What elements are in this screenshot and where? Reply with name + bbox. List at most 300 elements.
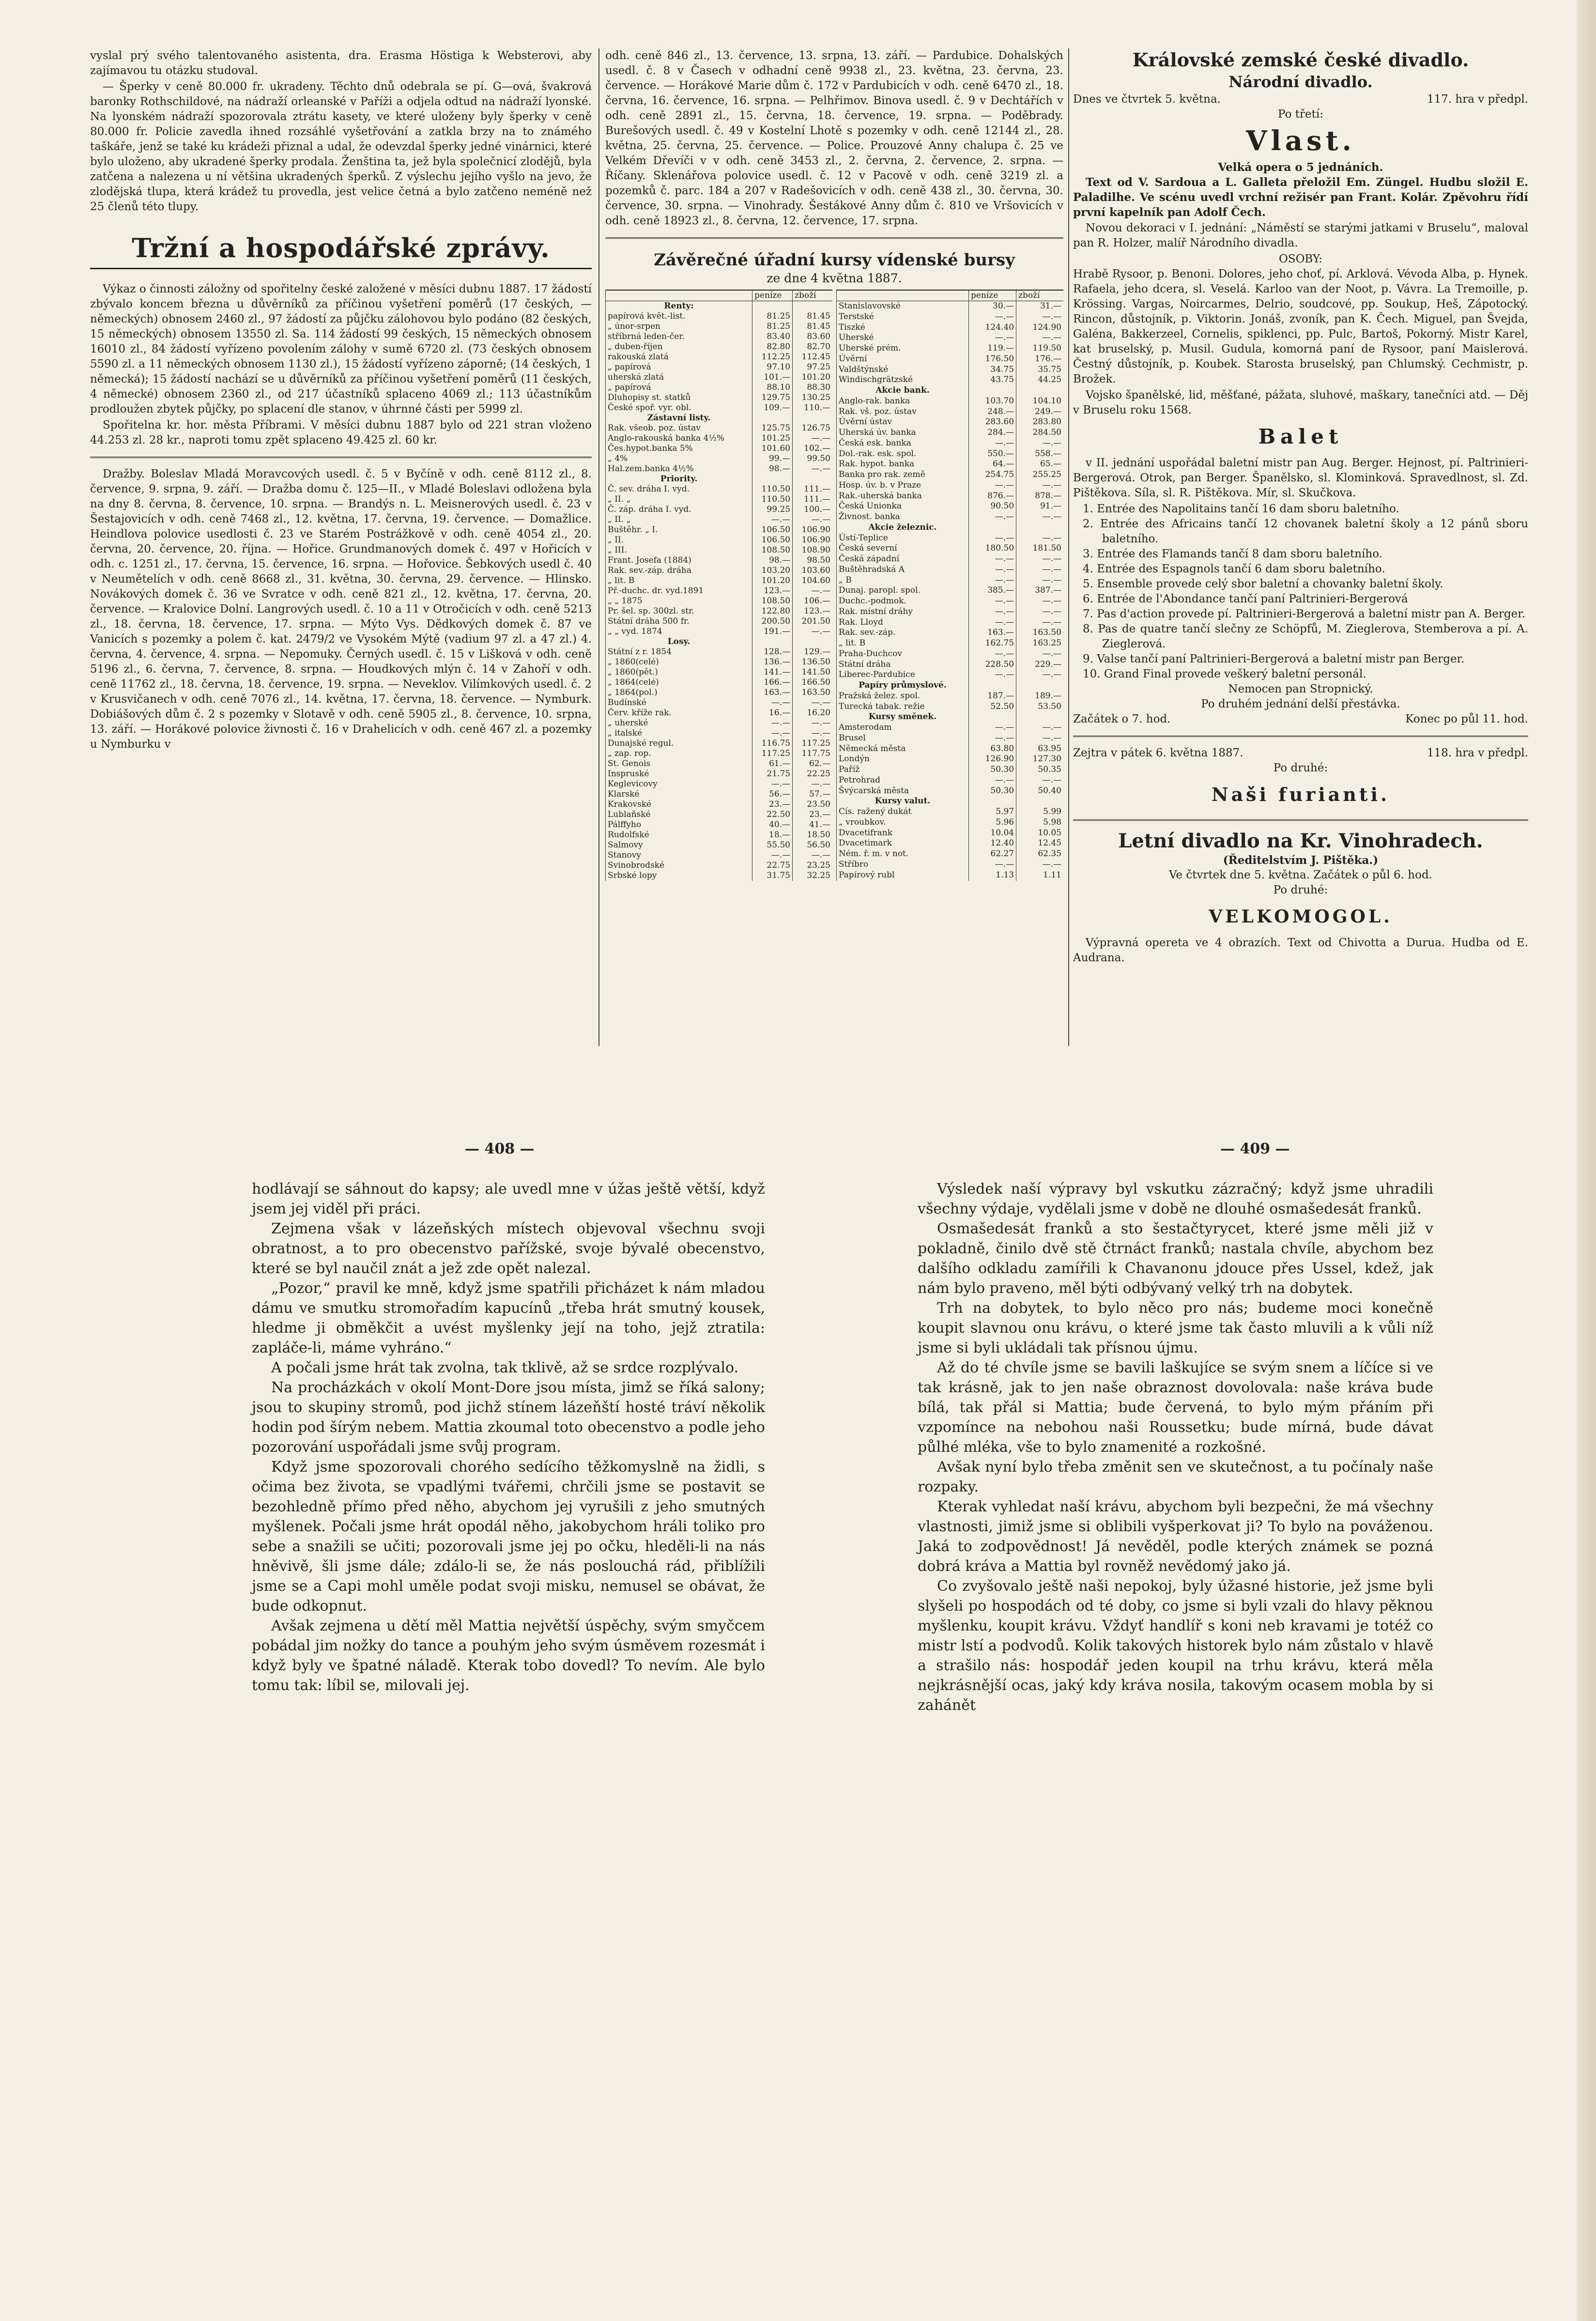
price-ask xyxy=(1016,680,1063,691)
table-row xyxy=(837,712,1064,722)
table-row xyxy=(837,585,1064,596)
table-row xyxy=(837,396,1064,407)
col-header-zbozi: zboží xyxy=(793,290,832,301)
price-bid: 163.— xyxy=(752,688,793,698)
price-bid: 22.75 xyxy=(752,861,793,871)
price-bid: 62.27 xyxy=(968,849,1016,860)
security-name: Frant. Josefa (1884) xyxy=(606,555,752,566)
price-bid: —.— xyxy=(968,312,1016,323)
dance-item: 3. Entrée des Flamands tančí 8 dam sboru baletního. xyxy=(1083,548,1382,560)
novel-paragraph: Na procházkách v okolí Mont-Dore jsou místa, jimž se říká salony; jsou to skupiny stromů, pod jichž stínem lázeňští hosté tráví několik hodin pod šírým nebem. Mattia zkoumal toto obecenstvo a podle jeho pozorování uspořádali jsme svůj program. xyxy=(252,1379,765,1456)
price-bid: 128.— xyxy=(752,647,793,657)
security-name: „ II. „ xyxy=(606,494,752,505)
table-row xyxy=(837,491,1064,502)
price-bid: 110.50 xyxy=(752,484,793,494)
table-row xyxy=(606,535,833,545)
security-name: Stanovy xyxy=(606,850,752,861)
price-ask: 201.50 xyxy=(793,616,832,627)
security-name: „ italské xyxy=(606,728,752,738)
price-bid: 110.50 xyxy=(752,494,793,505)
price-bid: 108.50 xyxy=(752,596,793,606)
price-ask: —.— xyxy=(1016,333,1063,343)
price-ask: —.— xyxy=(793,728,832,738)
security-name: Akcie železnic. xyxy=(837,523,969,533)
security-name: Turecká tabak. režie xyxy=(837,702,969,712)
security-name: stříbrná leden-čer. xyxy=(606,332,752,342)
table-row xyxy=(606,688,833,698)
security-name: Zástavní listy. xyxy=(606,413,752,423)
security-name: „ zap. rop. xyxy=(606,749,752,759)
table-row xyxy=(837,828,1064,839)
price-ask: —.— xyxy=(1016,775,1063,786)
price-ask xyxy=(1016,523,1063,533)
table-row xyxy=(837,438,1064,449)
price-bid: —.— xyxy=(968,533,1016,544)
price-bid: 90.50 xyxy=(968,501,1016,512)
price-bid xyxy=(968,796,1016,807)
price-ask: 163.50 xyxy=(1016,628,1063,638)
security-name: „ lit. B xyxy=(837,638,969,649)
price-ask: 255.25 xyxy=(1016,470,1063,480)
security-name: Kursy směnek. xyxy=(837,712,969,722)
price-bid xyxy=(752,474,793,484)
price-bid xyxy=(752,301,793,312)
security-name: Státní dráha 500 fr. xyxy=(606,616,752,627)
security-name: „ uherské xyxy=(606,718,752,728)
column-markets xyxy=(605,48,1063,881)
table-row xyxy=(837,649,1064,660)
price-bid: 116.75 xyxy=(752,738,793,749)
price-bid: 191.— xyxy=(752,627,793,637)
price-ask: 63.95 xyxy=(1016,744,1063,754)
table-row xyxy=(837,407,1064,417)
security-name: Buštěhr. „ I. xyxy=(606,525,752,535)
table-row xyxy=(837,449,1064,460)
table-row xyxy=(837,660,1064,670)
price-bid: 187.— xyxy=(968,691,1016,702)
price-ask: 99.50 xyxy=(793,454,832,464)
price-ask: 23.50 xyxy=(793,799,832,810)
table-row xyxy=(606,342,833,352)
security-name: „ II. xyxy=(606,535,752,545)
date-line xyxy=(1073,92,1528,107)
security-name: Kursy valut. xyxy=(837,796,969,807)
table-row xyxy=(837,765,1064,775)
table-row xyxy=(837,343,1064,354)
security-name: Hosp. úv. b. v Praze xyxy=(837,480,969,491)
table-row xyxy=(837,617,1064,628)
page-number-left: — 408 — xyxy=(465,1140,535,1157)
price-ask: 22.25 xyxy=(793,769,832,779)
price-ask: 65.— xyxy=(1016,459,1063,470)
security-name: Valdštýnské xyxy=(837,365,969,375)
theatre-title: Královské zemské české divadlo. xyxy=(1132,49,1469,71)
security-name: Uherská úv. banka xyxy=(837,428,969,438)
table-row xyxy=(606,586,833,596)
security-name: „ III. xyxy=(606,545,752,555)
security-name: Tiszké xyxy=(837,323,969,333)
price-bid: 98.— xyxy=(752,555,793,566)
ballet-intro: v II. jednání uspořádal baletní mistr pan Aug. Berger. Hejnost, pí. Paltrinieri-Bergerová. Otrok, pan Berger. Španělsko, sl. Klominková. Spravedlnost, sl. Zd. Pištěkova. Síla, sl. R. Pištěkova. Mír, sl. Skučkova. xyxy=(1073,457,1528,499)
price-bid: 1.13 xyxy=(968,870,1016,881)
security-name: Keglevicovy xyxy=(606,779,752,789)
price-bid: —.— xyxy=(968,733,1016,744)
table-row xyxy=(837,480,1064,491)
security-name: Salmovy xyxy=(606,840,752,850)
table-row xyxy=(606,871,833,881)
price-ask: 284.50 xyxy=(1016,428,1063,438)
table-row xyxy=(606,718,833,728)
security-name: papírová květ.-list. xyxy=(606,311,752,322)
price-bid: 228.50 xyxy=(968,660,1016,670)
table-row xyxy=(837,870,1064,881)
price-ask: 100.— xyxy=(793,505,832,515)
price-bid xyxy=(752,637,793,647)
table-row xyxy=(606,606,833,616)
security-name: Inspruské xyxy=(606,769,752,779)
price-ask: 5.98 xyxy=(1016,817,1063,828)
table-row xyxy=(606,820,833,830)
price-ask: 112.45 xyxy=(793,352,832,362)
dance-item: 8. Pas de quatre tančí slečny ze Schöpfů, M. Zieglerova, Stemberova a pí. A. Zieglerová. xyxy=(1083,623,1528,650)
price-ask: 126.75 xyxy=(793,423,832,433)
table-row xyxy=(606,647,833,657)
table-row xyxy=(837,838,1064,849)
price-bid xyxy=(968,523,1016,533)
security-name: Klarské xyxy=(606,789,752,799)
table-row xyxy=(606,708,833,718)
security-name: Lublaňské xyxy=(606,810,752,820)
table-row xyxy=(606,810,833,820)
price-ask: 249.— xyxy=(1016,407,1063,417)
price-ask: 10.05 xyxy=(1016,828,1063,839)
price-bid: 124.40 xyxy=(968,323,1016,333)
novel-paragraph: Osmašedesát franků a sto šestačtyrycet, které jsme měli již v pokladně, činilo dvě stě čtrnáct franků; nastala chvíle, abychom bez dalšího odkladu zamířili k Chavanonu jdouce přes Ussel, kdež, jak nám bylo praveno, měl býti odbývaný velký trh na dobytek. xyxy=(918,1220,1433,1297)
price-ask: 108.90 xyxy=(793,545,832,555)
table-row xyxy=(606,505,833,515)
price-ask: 5.99 xyxy=(1016,807,1063,817)
theatre-subtitle: Národní divadlo. xyxy=(1228,73,1373,91)
security-name: Akcie bank. xyxy=(837,385,969,396)
table-row xyxy=(837,459,1064,470)
table-row xyxy=(837,596,1064,607)
table-row xyxy=(606,494,833,505)
divider xyxy=(605,237,1063,239)
price-bid: 5.96 xyxy=(968,817,1016,828)
security-name: Anglo-rakouská banka 4½% xyxy=(606,433,752,444)
security-name: Ném. ř. m. v not. xyxy=(837,849,969,860)
cast-list: Hrabě Rysoor, p. Benoni. Dolores, jeho choť, pí. Arklová. Vévoda Alba, p. Hynek. Rafaela, jeho dcera, sl. Veselá. Karloo van der Noot, p. Vávra. La Tremoille, p. Krössing. Vargas, Noircarmes, Delrio, soudcové, pp. Soukup, Heš, Zápotocký. Rincon, důstojník, p. Viktorin. Jonáš, zvoník, pan K. Čech. Miguel, pan Švejda, Galéna, Bakkerzeel, Cornelis, spiklenci, pp. Pulc, Bartoš, Pokorný. Mistr Karel, kat bruselský, p. Musil. Gudula, komorná paní de Rysoor, paní Maislerová. Čestný důstojník, p. Koubek. Starosta bruselský, pan Chlumský. Cechmistr, p. Brožek. xyxy=(1073,268,1528,385)
novel-paragraph: hodlávají se sáhnout do kapsy; ale uvedl mne v úžas ještě větší, když jsem jej viděl při práci. xyxy=(252,1181,765,1217)
price-bid: 10.04 xyxy=(968,828,1016,839)
auctions-cont: odh. ceně 846 zl., 13. července, 13. srpna, 13. září. — Pardubice. Dohalských usedl. č. 8 v Časech v odhadní ceně 9938 zl., 23. května, 23. června, 23. července. — Horákové Marie dům č. 172 v Pardubicích v odh. ceně 6470 zl., 18. června, 16. července, 16. srpna. — Pelhřimov. Binova usedl. č. 9 v Dechtářích v odh. ceně 2891 zl., 15. června, 18. července, 19. srpna. — Poděbrady. Burešových usedl. č. 49 v Kostelní Lhotě s pozemky v odh. ceně 12144 zl., 28. května, 25. června, 25. července. — Police. Prouzové Anny chalupa č. 25 ve Velkém Dřevíči v v odh. ceně 3453 zl., 2. června, 2. července, 2. srpna. — Říčany. Sklenářova polovice usedl. č. 12 v Pacově v odh. ceně 3219 zl. a pozemků č. parc. 184 a 207 v Radešovicích v odh. ceně 438 zl., 30. června, 30. července, 30. srpna. — Vinohrady. Šestákové Anny dům č. 810 ve Vršovicích v odh. ceně 18923 zl., 8. června, 12. července, 17. srpna. xyxy=(605,49,1063,227)
price-ask: 35.75 xyxy=(1016,365,1063,375)
security-name: Dvacetifrank xyxy=(837,828,969,839)
price-ask: 57.— xyxy=(793,789,832,799)
price-bid: 141.— xyxy=(752,667,793,677)
price-bid: 101.25 xyxy=(752,433,793,444)
table-row xyxy=(837,786,1064,797)
play-title: Vlast. xyxy=(1246,125,1355,157)
security-name: Pálffyho xyxy=(606,820,752,830)
price-bid: 99.25 xyxy=(752,505,793,515)
table-row xyxy=(606,454,833,464)
performance-number: 117. hra v předpl. xyxy=(1427,93,1528,106)
price-bid: —.— xyxy=(968,554,1016,565)
security-name: Windischgrätzské xyxy=(837,375,969,385)
security-name: Terstské xyxy=(837,312,969,323)
price-ask: 166.50 xyxy=(793,677,832,688)
price-bid: 101.60 xyxy=(752,444,793,454)
price-ask: —.— xyxy=(1016,565,1063,575)
security-name: Ústí-Teplice xyxy=(837,533,969,544)
security-name: Papírový rubl xyxy=(837,870,969,881)
security-name: Pražská želez. spol. xyxy=(837,691,969,702)
security-name: České spoř. vyr. obl. xyxy=(606,403,752,413)
price-bid: —.— xyxy=(968,333,1016,343)
price-ask: 106.90 xyxy=(793,525,832,535)
novel-left xyxy=(252,1179,765,1695)
table-row xyxy=(837,860,1064,870)
price-bid: —.— xyxy=(752,728,793,738)
security-name: Státní dráha xyxy=(837,660,969,670)
price-bid: 103.20 xyxy=(752,566,793,576)
price-ask: —.— xyxy=(1016,860,1063,870)
security-name: Uherské prém. xyxy=(837,343,969,354)
dance-item: 4. Entrée des Espagnols tančí 6 dam sboru baletního. xyxy=(1083,563,1385,575)
novel-paragraph: Výsledek naší výpravy byl vskutku zázračný; když jsme uhradili všechny výdaje, vydělali jsme v době ne dlouhé osmašedesát franků. xyxy=(918,1181,1433,1217)
security-name: Česká Unionka xyxy=(837,501,969,512)
price-ask xyxy=(793,474,832,484)
security-name: rakouská zlatá xyxy=(606,352,752,362)
price-bid: 83.40 xyxy=(752,332,793,342)
table-row xyxy=(606,728,833,738)
price-bid: 106.50 xyxy=(752,535,793,545)
table-row xyxy=(606,332,833,342)
price-ask: 81.45 xyxy=(793,322,832,332)
price-ask: 83.60 xyxy=(793,332,832,342)
table-row xyxy=(606,301,833,312)
table-row xyxy=(837,333,1064,343)
performance-count: Po druhé: xyxy=(1273,762,1328,774)
col-header-penize: peníze xyxy=(968,290,1016,301)
price-bid: 50.30 xyxy=(968,786,1016,797)
security-name: Dluhopisy st. statků xyxy=(606,393,752,403)
summer-director: (Ředitelstvím J. Pištěka.) xyxy=(1223,854,1379,867)
start-time: Začátek o 7. hod. xyxy=(1073,713,1171,725)
table-row xyxy=(606,311,833,322)
security-name: Stříbro xyxy=(837,860,969,870)
table-row xyxy=(837,722,1064,733)
table-row xyxy=(837,312,1064,323)
novel-paragraph: Kterak vyhledat naší krávu, abychom byli bezpečni, že má všechny vlastnosti, jimiž jsme si oblibili vyšperkovat ji? To bylo na pováženou. Jaká to zodpovědnost! Já nevěděl, podle kterých známek se pozná dobrá kráva a Mattia byl rovněž nevědomý jako já. xyxy=(918,1498,1433,1575)
table-row xyxy=(837,607,1064,617)
price-ask: —.— xyxy=(793,779,832,789)
security-name: Buštěhradská A xyxy=(837,565,969,575)
security-name: uherská zlatá xyxy=(606,372,752,383)
security-name: Papíry průmyslové. xyxy=(837,680,969,691)
price-ask: —.— xyxy=(1016,312,1063,323)
security-name: Př.-duchc. dr. vyd.1891 xyxy=(606,586,752,596)
table-row xyxy=(837,849,1064,860)
price-ask: 18.50 xyxy=(793,830,832,840)
price-ask: —.— xyxy=(1016,617,1063,628)
security-name: Hal.zem.banka 4½% xyxy=(606,464,752,474)
exchange-title: Závěrečné úřadní kursy vídenské bursy xyxy=(654,250,1015,270)
price-bid: 117.25 xyxy=(752,749,793,759)
price-ask: —.— xyxy=(793,698,832,708)
price-ask: 102.— xyxy=(793,444,832,454)
security-name: Praha-Duchcov xyxy=(837,649,969,660)
page-edge xyxy=(1577,0,1596,2321)
novel-right xyxy=(918,1179,1433,1715)
security-name: Rak. vš. poz. ústav xyxy=(837,407,969,417)
table-row xyxy=(606,433,833,444)
price-bid: 126.90 xyxy=(968,754,1016,765)
price-bid: 40.— xyxy=(752,820,793,830)
table-row xyxy=(606,799,833,810)
news-jewels: — Šperky v ceně 80.000 fr. ukradeny. Těchto dnů odebrala se pí. G—ová, švakrová baronky Rothschildové, na nádraží orleanské v Paříži a odjela odtud na nádraží lyonské. Na lyonském nádraží spozorovala ztrátu kasety, ve které uloženy byly šperky v ceně 80.000 fr. Policie zavedla ihned rozsáhlé vyšetřování a zatkla brzy na to známého taškáře, jenž se také ku krádeži přiznal a udal, že odevzdal šperky jedné vinárnici, které bylo uloženo, aby ukradené šperky prodala. Ženština ta, jež byla společnicí zlodějů, byla zatčena a nalezena u ní většina ukradených šperků. Z výslechu jejího vyšlo na jevo, že zlodějská tlupa, která krádež tu provedla, jest velice četná a bylo zatčeno neméně než 25 členů této tlupy. xyxy=(90,80,592,213)
price-ask: 558.— xyxy=(1016,449,1063,460)
price-bid: 176.50 xyxy=(968,354,1016,365)
tomorrow-date: Zejtra v pátek 6. května 1887. xyxy=(1073,747,1243,759)
performance-count: Po druhé: xyxy=(1273,884,1328,896)
security-name: Živnost. banka xyxy=(837,512,969,523)
dance-list xyxy=(1073,502,1528,682)
price-bid: 16.— xyxy=(752,708,793,718)
price-ask: —.— xyxy=(793,718,832,728)
security-name: Brusel xyxy=(837,733,969,744)
play-title-3: VELKOMOGOL. xyxy=(1209,907,1393,927)
table-row xyxy=(606,393,833,403)
table-row xyxy=(606,444,833,454)
price-ask: —.— xyxy=(1016,722,1063,733)
table-row xyxy=(837,354,1064,365)
price-bid: 123.— xyxy=(752,586,793,596)
price-ask: 129.— xyxy=(793,647,832,657)
price-bid: 106.50 xyxy=(752,525,793,535)
exchange-table-left xyxy=(605,290,832,881)
price-ask: —.— xyxy=(793,850,832,861)
security-name: „ lit. B xyxy=(606,576,752,586)
price-bid: 81.25 xyxy=(752,322,793,332)
security-name: Srbské lopy xyxy=(606,871,752,881)
security-name: Česká západní xyxy=(837,554,969,565)
divider xyxy=(1073,736,1528,737)
price-ask: 62.— xyxy=(793,759,832,769)
security-name: Česká severní xyxy=(837,543,969,554)
price-ask: —.— xyxy=(1016,512,1063,523)
dance-item: 2. Entrée des Africains tančí 12 chovanek baletní školy a 12 pánů sboru baletního. xyxy=(1083,518,1528,545)
price-bid: 119.— xyxy=(968,343,1016,354)
price-ask: —.— xyxy=(1016,554,1063,565)
table-row xyxy=(837,638,1064,649)
novel-paragraph: Avšak zejmena u dětí měl Mattia největší úspěchy, svým smyčcem pobádal jim nožky do tance a pouhým jeho svým úsměvem rozesmát i když byly ve špatné náladě. Kterak tobo dovedl? To nevím. Ale bylo tomu tak: líbil se, milovali jej. xyxy=(252,1617,765,1694)
table-row xyxy=(837,554,1064,565)
table-row xyxy=(837,323,1064,333)
price-bid: —.— xyxy=(752,779,793,789)
table-row xyxy=(837,385,1064,396)
security-name: Priority. xyxy=(606,474,752,484)
price-bid: 284.— xyxy=(968,428,1016,438)
price-ask: —.— xyxy=(1016,533,1063,544)
exchange-table-right xyxy=(836,290,1063,881)
price-bid: 12.40 xyxy=(968,838,1016,849)
table-row xyxy=(606,413,833,423)
price-ask: 50.35 xyxy=(1016,765,1063,775)
price-ask: —.— xyxy=(1016,575,1063,586)
tomorrow-number: 118. hra v předpl. xyxy=(1427,747,1528,759)
table-row xyxy=(837,301,1064,312)
price-bid: 200.50 xyxy=(752,616,793,627)
table-row xyxy=(606,484,833,494)
table-row xyxy=(837,417,1064,428)
price-bid: —.— xyxy=(968,438,1016,449)
column-theatre xyxy=(1073,48,1528,967)
table-row xyxy=(606,627,833,637)
operetta-desc: Výpravná opereta ve 4 obrazích. Text od Chivotta a Durua. Hudba od E. Audrana. xyxy=(1073,937,1528,964)
price-ask: 189.— xyxy=(1016,691,1063,702)
table-row xyxy=(837,428,1064,438)
table-row xyxy=(606,769,833,779)
novel-paragraph: A počali jsme hrát tak zvolna, tak tklivě, až se srdce rozplývalo. xyxy=(271,1359,739,1376)
table-row xyxy=(837,543,1064,554)
security-name: Č. sev. dráha I. vyd. xyxy=(606,484,752,494)
price-bid: 550.— xyxy=(968,449,1016,460)
divider xyxy=(90,457,592,458)
column-rule xyxy=(598,48,599,1046)
security-name: Dvacetimark xyxy=(837,838,969,849)
price-ask: —.— xyxy=(1016,480,1063,491)
price-ask: —.— xyxy=(793,586,832,596)
table-row xyxy=(606,657,833,667)
price-ask: 229.— xyxy=(1016,660,1063,670)
table-row xyxy=(837,670,1064,680)
table-row xyxy=(606,759,833,769)
price-bid: —.— xyxy=(752,698,793,708)
price-bid: 61.— xyxy=(752,759,793,769)
table-row xyxy=(606,322,833,332)
price-ask: 97.25 xyxy=(793,362,832,372)
security-name: Londýn xyxy=(837,754,969,765)
price-bid: —.— xyxy=(968,775,1016,786)
price-bid: 162.75 xyxy=(968,638,1016,649)
table-row xyxy=(606,637,833,647)
table-row xyxy=(606,677,833,688)
security-name: Úvěrní xyxy=(837,354,969,365)
table-row xyxy=(837,523,1064,533)
price-bid: —.— xyxy=(968,607,1016,617)
security-name: Petrohrad xyxy=(837,775,969,786)
illness-note: Nemocen pan Stropnický. xyxy=(1228,683,1373,695)
price-bid xyxy=(968,680,1016,691)
price-ask: 181.50 xyxy=(1016,543,1063,554)
table-row xyxy=(606,596,833,606)
table-row xyxy=(606,545,833,555)
security-name: „ 1860(celé) xyxy=(606,657,752,667)
novel-paragraph: Když jsme spozorovali chorého sedícího těžkomyslně na židli, s očima bez života, se vpadlými tvářemi, chrčili jsme se postavit se bezohledně přímo před něho, abychom jej vyrušili z jeho smutných myšlenek. Počali jsme hrát opodál něho, jakobychom hráli toliko pro sebe a snažili se učiti; pozorovali jsme jej po očku, hleděli-li na nás hněvivě, šli jsme dále; zdálo-li se, že nás poslouchá rád, přiblížili jsme se a Capi mohl uměle podat svoji misku, nemusel se obávat, že bude odkopnut. xyxy=(252,1459,765,1614)
price-ask: 117.75 xyxy=(793,749,832,759)
price-ask: 104.10 xyxy=(1016,396,1063,407)
price-ask: 163.50 xyxy=(793,688,832,698)
price-ask: 98.50 xyxy=(793,555,832,566)
price-ask: 106.90 xyxy=(793,535,832,545)
price-bid: 283.60 xyxy=(968,417,1016,428)
loan-report: Výkaz o činnosti záložny od spořitelny české založené v měsíci dubnu 1887. 17 žádostí zbývalo koncem března u důvěrníků za příčinou vyšetření poměrů (17 českých, — německých) obnosem 2460 zl., 97 žádostí za půjčku zálohovou bylo podáno (82 českých, 15 německých) obnosem 13550 zl. Sa. 114 žádostí 99 českých, 15 německých obnosem 16010 zl., 84 žádostí vyřízeno povolením zálohy v sumě 6720 zl. (73 českých obnosem 5590 zl. a 11 německých obnosem 1130 zl.), 15 žádostí vyřízeno záporně; (14 českých, 1 německá); 15 žádostí nachází se u důvěrníků za příčinou vyšetření poměrů (11 českých, 4 německé) obnosem 2360 zl., od 217 účastníků splaceno 4069 zl.; 113 účastníkům prodloužen zbytek půjčky, po splacení dle stanov, v úhrnné části per 5999 zl. xyxy=(90,283,592,415)
price-ask xyxy=(1016,385,1063,396)
table-row xyxy=(837,733,1064,744)
table-row xyxy=(606,576,833,586)
